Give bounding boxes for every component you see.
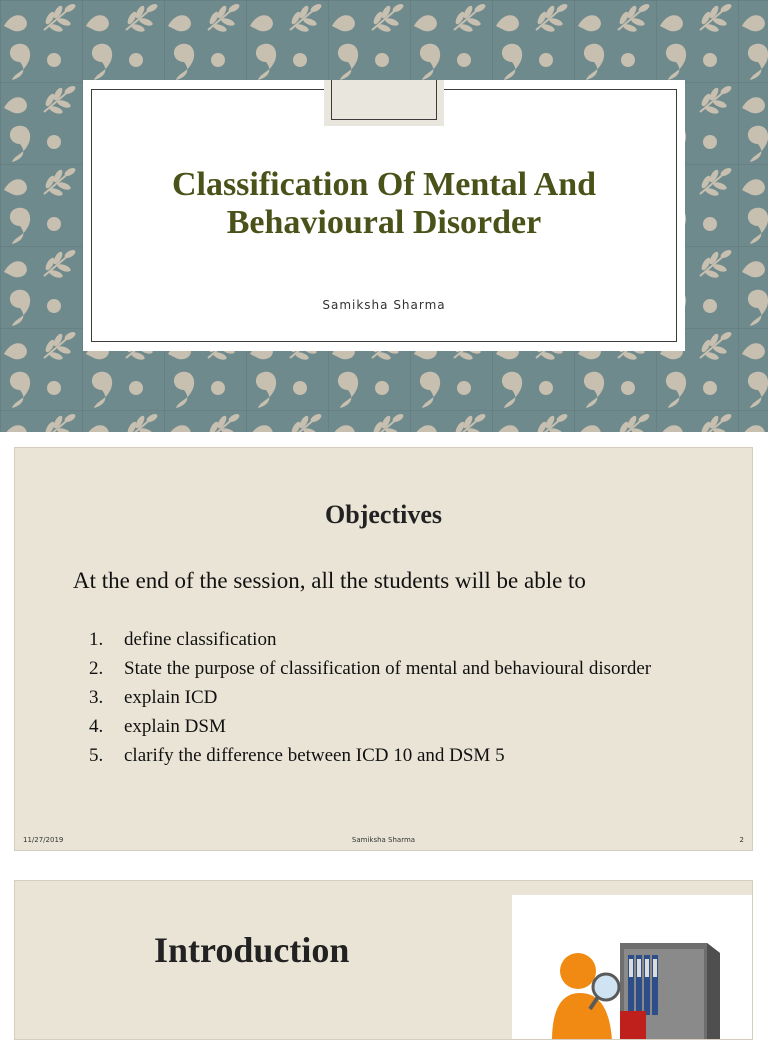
decorative-tab-frame (331, 80, 437, 120)
title-card (83, 80, 685, 351)
list-item-text: clarify the difference between ICD 10 and DSM 5 (124, 745, 505, 766)
title-slide (0, 0, 768, 432)
slide-heading: Objectives (325, 500, 442, 529)
footer-author: Samiksha Sharma (351, 836, 416, 844)
introduction-slide (14, 880, 753, 1040)
list-item-number: 3. (89, 687, 104, 708)
slide-heading: Introduction (154, 930, 350, 970)
list-item (89, 686, 709, 710)
list-item-text: define classification (124, 629, 277, 650)
list-item (89, 715, 709, 739)
list-item-text: explain DSM (124, 716, 226, 737)
list-item-text: explain ICD (124, 687, 218, 708)
presentation-title: Classification Of Mental And Behavioural Disorder (171, 166, 597, 241)
list-item (89, 628, 709, 652)
slide-footer (15, 834, 752, 846)
list-item (89, 744, 709, 768)
objectives-list (89, 628, 709, 773)
footer-page-number: 2 (739, 836, 744, 844)
person-searching-file-cabinet-icon (512, 895, 753, 1040)
list-item (89, 657, 709, 681)
list-item-number: 4. (89, 716, 104, 737)
objectives-intro: At the end of the session, all the students will be able to (73, 568, 586, 593)
list-item-number: 2. (89, 658, 104, 679)
list-item-number: 1. (89, 629, 104, 650)
list-item-text: State the purpose of classification of mental and behavioural disorder (124, 658, 652, 679)
presentation-author: Samiksha Sharma (322, 298, 446, 312)
footer-date: 11/27/2019 (23, 836, 64, 844)
objectives-slide (14, 447, 753, 851)
list-item-number: 5. (89, 745, 104, 766)
